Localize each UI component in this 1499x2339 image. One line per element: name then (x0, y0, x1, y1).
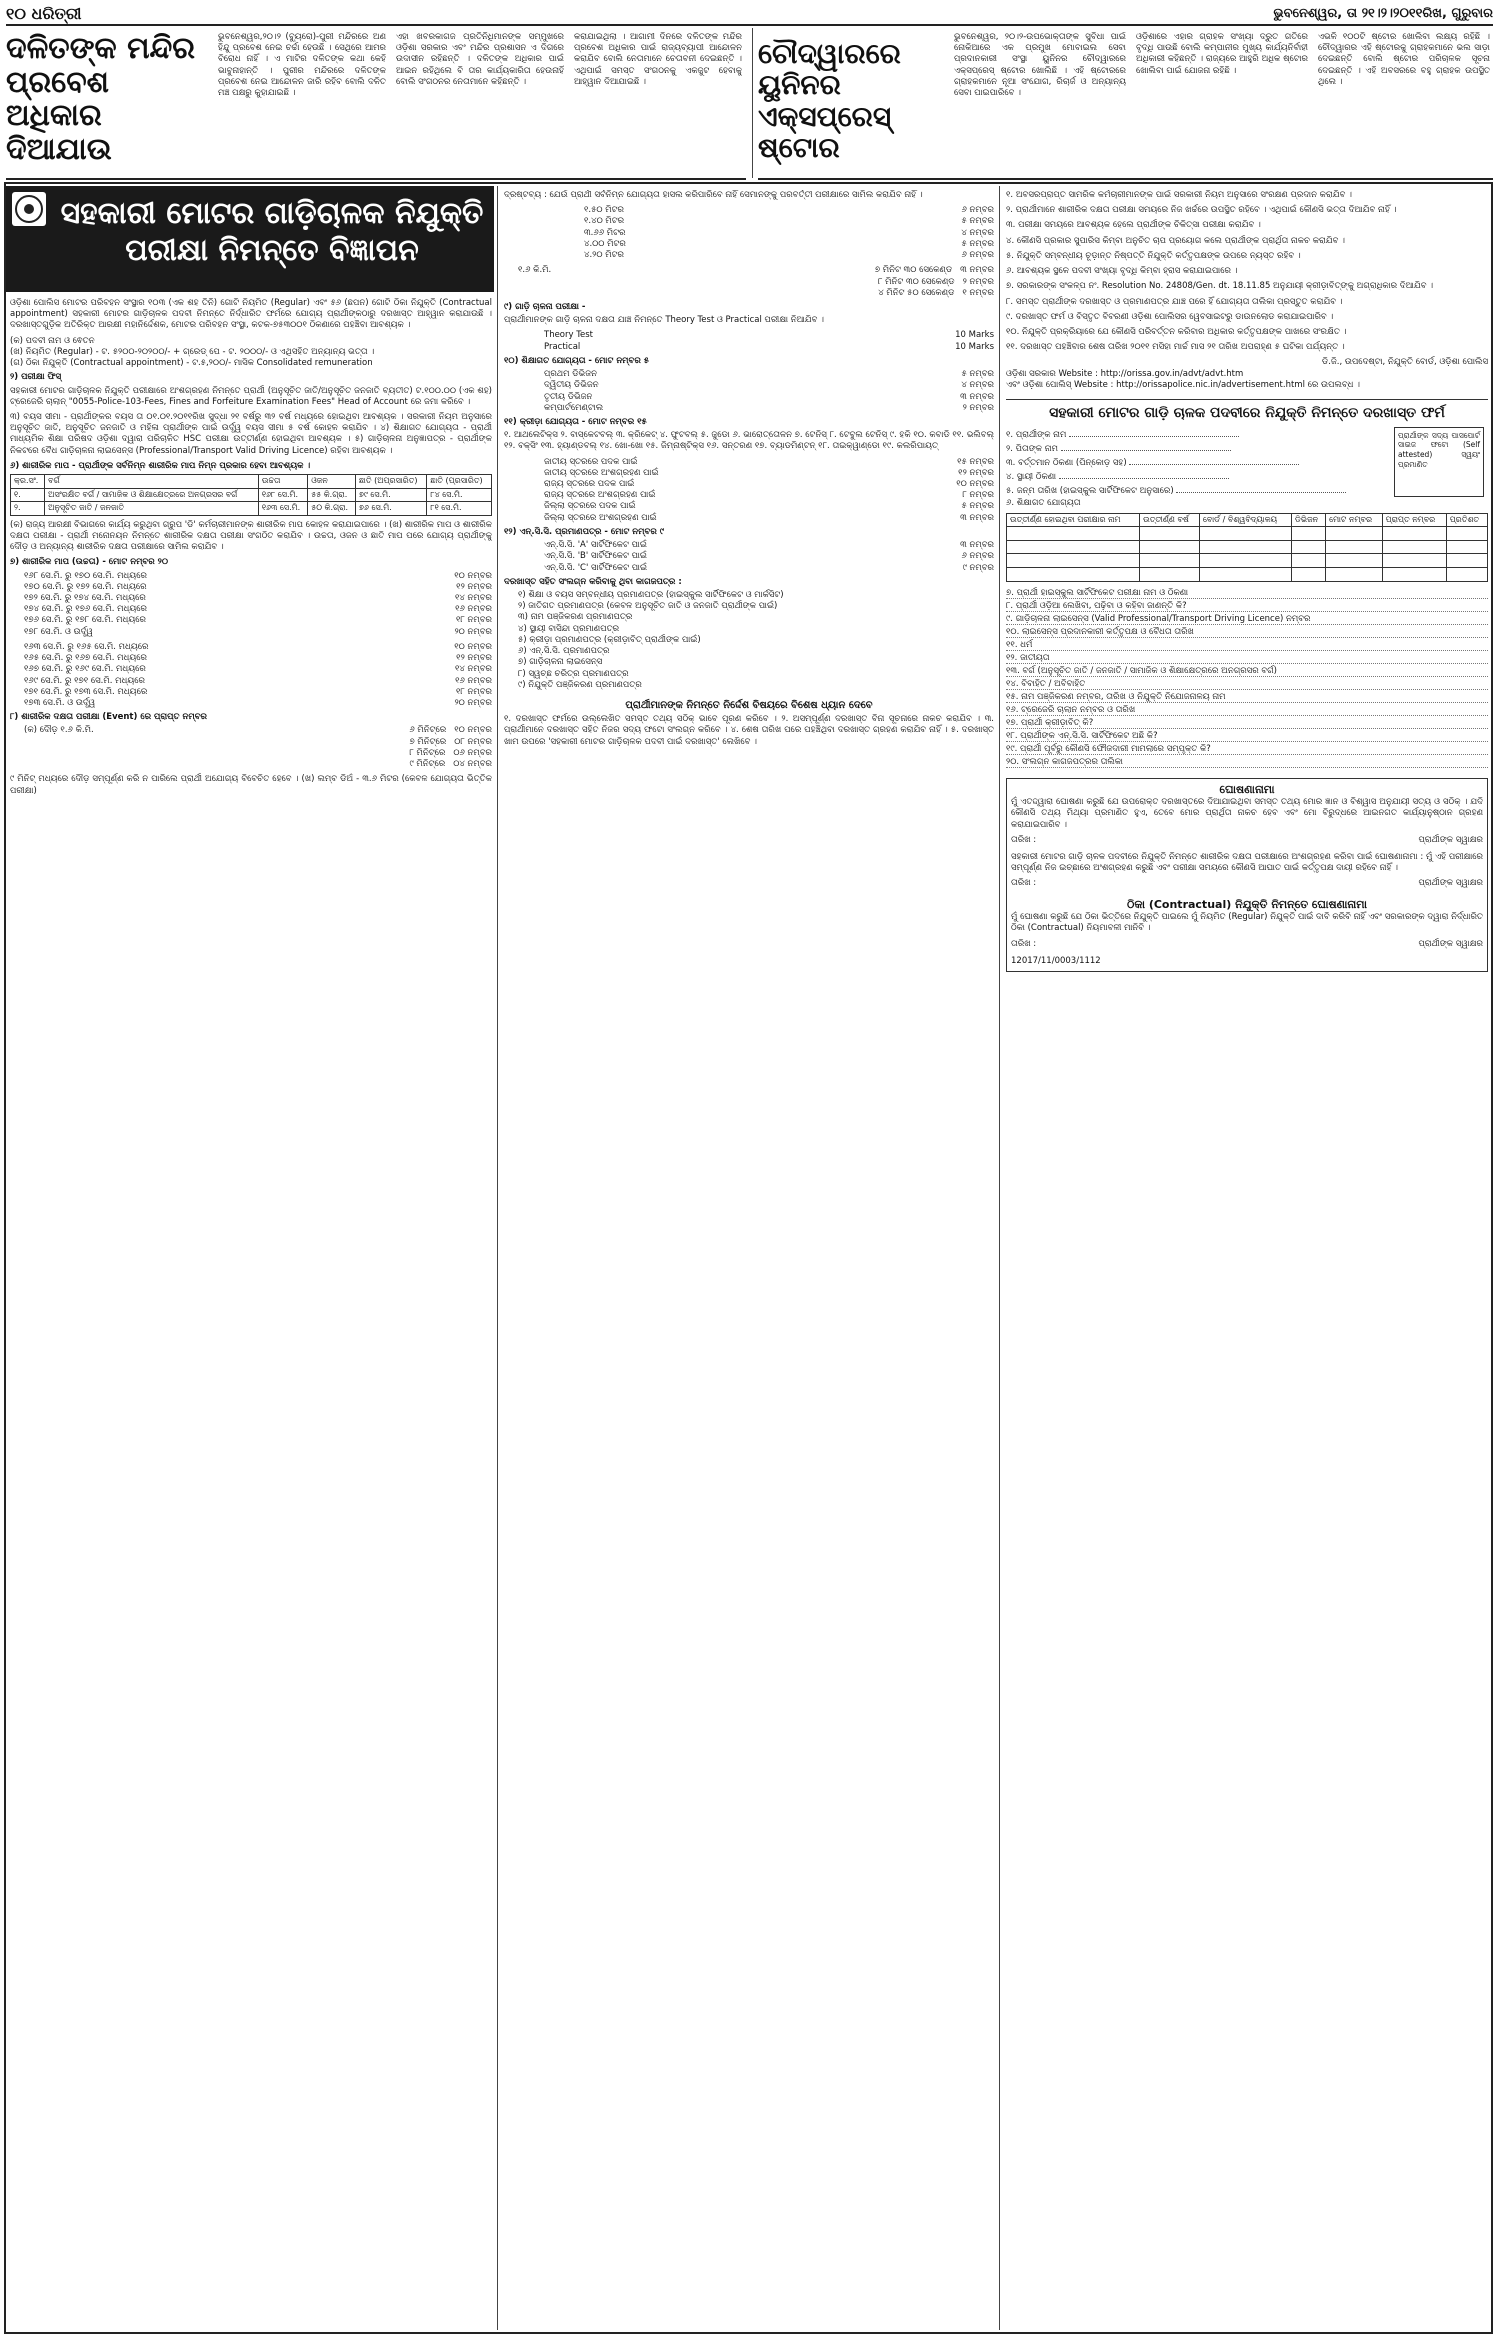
odisha-emblem-icon (12, 192, 46, 226)
list-item: ୧୦. ନିଯୁକ୍ତି ପ୍ରକ୍ରିୟାରେ ଯେ କୌଣସି ପରିବର୍ତ୍ତନ କରିବାର ଅଧିକାର କର୍ତ୍ତୃପକ୍ଷଙ୍କ ପାଖରେ ସଂରକ୍ଷିତ । (1006, 326, 1347, 337)
photo-box: ପ୍ରାର୍ଥୀଙ୍କ ସଦ୍ୟ ପାସପୋର୍ଟ ସାଇଜ ଫଟୋ (Self attested) ସ୍ୱୟଂ ପ୍ରମାଣିତ (1394, 427, 1484, 497)
footer-code: 12017/11/0003/1112 (1011, 955, 1101, 966)
application-form (1006, 427, 1488, 768)
eligibility-text: ୩) ବୟସ ସୀମା - ପ୍ରାର୍ଥୀଙ୍କର ବୟସ ତା ୦୧.୦୧.୨୦୧୧ରିଖ ସୁଦ୍ଧା ୨୧ ବର୍ଷରୁ ୩୨ ବର୍ଷ ମଧ୍ୟରେ ହୋଇଥିବା ଆବଶ୍ୟକ । ସରକାରୀ ନିୟମ ଅନୁସାରେ ଅନୁସୂଚିତ ଜାତି, ଅନୁସୂଚିତ ଜନଜାତି ଓ ମହିଳା ପ୍ରାର୍ଥୀଙ୍କ ପାଇଁ ଉର୍ଦ୍ଧ୍ୱ ବୟସ ସୀମା ୫ ବର୍ଷ କୋହଳ କରାଯିବ । ୪) ଶିକ୍ଷାଗତ ଯୋଗ୍ୟତା - ପ୍ରାର୍ଥୀ ମାଧ୍ୟମିକ ଶିକ୍ଷା ପରିଷଦ ଓଡ଼ିଶା ଦ୍ୱାରା ପରିଚାଳିତ HSC ପରୀକ୍ଷା ଉତ୍ତୀର୍ଣ୍ଣ ହୋଇଥିବା ଆବଶ୍ୟକ । ୫) ଗାଡ଼ିଚାଳନା ଅନୁଜ୍ଞାପତ୍ର - ପ୍ରାର୍ଥୀଙ୍କ ନିକଟରେ ବୈଧ ଗାଡ଼ିଚାଳନା ଲାଇସେନ୍ସ (Professional/Transport Valid Driving Licence) ରହିବା ଆବଶ୍ୟକ । (10, 411, 492, 456)
list-item: ୮) ସ୍ୱଚ୍ଛ ଚରିତ୍ର ପ୍ରମାଣପତ୍ର (518, 668, 629, 679)
list-item: ତୃତୀୟ ଡିଭିଜନ ୩ ନମ୍ବର (544, 391, 994, 402)
list-item: Practical 10 Marks (544, 341, 994, 352)
signature-row: ତାରିଖ : ପ୍ରାର୍ଥୀଙ୍କ ସ୍ୱାକ୍ଷର (1011, 834, 1483, 845)
drive-marks-list (504, 330, 994, 352)
form-title: ସହକାରୀ ମୋଟର ଗାଡ଼ି ଚାଳକ ପଦବୀରେ ନିଯୁକ୍ତି ନିମନ୍ତେ ଦରଖାସ୍ତ ଫର୍ମ (1006, 399, 1488, 422)
list-item: ୧୭୮ ସେ.ମି. ଓ ଉର୍ଦ୍ଧ୍ୱ ୨୦ ନମ୍ବର (24, 626, 492, 637)
form-field: ୧. ପ୍ରାର୍ଥୀଙ୍କ ନାମ (1006, 427, 1388, 441)
list-item: ୬) ଏନ୍.ସି.ସି. ପ୍ରମାଣପତ୍ର (518, 646, 610, 657)
form-field: ୨. ପିତାଙ୍କ ନାମ (1006, 441, 1388, 455)
notice-title-block (6, 186, 494, 292)
pay-row: (ଖ) ନିୟମିତ (Regular) - ଟ. ୫୨୦୦-୨୦୨୦୦/- + ଗ୍ରେଡ୍ ପେ - ଟ. ୨୦୦୦/- ଓ ଏଥିସହିତ ଅନ୍ୟାନ୍ୟ ଭତ୍ତା । (10, 346, 375, 357)
form-field: ୧୮. ପ୍ରାର୍ଥୀଙ୍କ ଏନ୍.ସି.ସି. ସାର୍ଟିଫିକେଟ ଅଛି କି? (1006, 731, 1488, 742)
drive-text: ପ୍ରାର୍ଥୀମାନଙ୍କ ଗାଡ଼ି ଚାଳନା ଦକ୍ଷତା ଯାଞ୍ଚ ନିମନ୍ତେ Theory Test ଓ Practical ପରୀକ୍ଷା ନିଆଯିବ । (504, 315, 824, 326)
list-item: ୪. କୌଣସି ପ୍ରକାର ସୁପାରିସ କିମ୍ବା ଅନୁଚିତ ଚାପ ପ୍ରୟୋଗ କଲେ ପ୍ରାର୍ଥୀଙ୍କ ପ୍ରାର୍ଥିତା ନାକଚ କରାଯିବ । (1006, 235, 1345, 246)
signer: ଡି.ଜି., ଉପଦେଷ୍ଟା, ନିଯୁକ୍ତି ବୋର୍ଡ, ଓଡ଼ିଶା ପୋଲିସ (1321, 357, 1488, 368)
ncc-heading: ୧୨) ଏନ୍.ସି.ସି. ପ୍ରମାଣପତ୍ର - ମୋଟ ନମ୍ବର ୯ (504, 526, 664, 537)
form-field: ୮. ପ୍ରାର୍ଥୀ ଓଡ଼ିଆ ଲେଖିବା, ପଢ଼ିବା ଓ କହିବା ଜାଣନ୍ତି କି? (1006, 601, 1488, 612)
fee-heading: ୨) ପରୀକ୍ଷା ଫିସ୍ (10, 372, 62, 383)
list-item: ୭ ମିନିଟ୍‌ରେ ୦୮ ନମ୍ବର (409, 736, 492, 747)
form-fields-2 (1006, 588, 1488, 768)
pay-row: (କ) ପଦବୀ ନାମ ଓ ଵେତନ (10, 335, 95, 346)
list-item: ୩.୬୬ ମିଟର ୪ ନମ୍ବର (584, 227, 994, 238)
list-item: ୧୬୯ ସେ.ମି. ରୁ ୧୭୧ ସେ.ମି. ମଧ୍ୟରେ ୧୬ ନମ୍ବର (24, 675, 492, 686)
list-item: ଏନ୍.ସି.ସି. 'C' ସାର୍ଟିଫିକେଟ ପାଇଁ ୯ ନମ୍ବର (544, 562, 994, 573)
form-field: ୬. ଶିକ୍ଷାଗତ ଯୋଗ୍ୟତା (1006, 497, 1081, 508)
sport-marks-list (504, 457, 994, 524)
website-link[interactable]: ଏବଂ ଓଡ଼ିଶା ପୋଲିସ୍ Website : http://orissapolice.nic.in/advertisement.html ରେ ଉପଲବ୍ଧ । (1006, 379, 1360, 390)
form-field: ୧୬. ଟ୍ରେଜେରି ଚାଲାନ ନମ୍ବର ଓ ତାରିଖ (1006, 705, 1488, 716)
form-field: ୧୫. ନାମ ପଞ୍ଜିକରଣ ନମ୍ବର, ତାରିଖ ଓ ନିଯୁକ୍ତି ନିଯୋଜନାଳୟ ନାମ (1006, 692, 1488, 703)
form-field-line[interactable] (1059, 469, 1229, 479)
list-item: ୧.୫୦ ମିଟର ୬ ନମ୍ବର (584, 205, 994, 216)
form-field-line[interactable] (1069, 427, 1239, 437)
list-item: ଜାତୀୟ ସ୍ତରରେ ଅଂଶଗ୍ରହଣ ପାଇଁ ୧୨ ନମ୍ବର (544, 467, 994, 478)
walk-marks-list (504, 265, 994, 299)
table-row (1007, 568, 1488, 582)
form-field: ୯. ଗାଡ଼ିଚାଳନା ଲାଇସେନ୍ସ (Valid Professional/Transport Driving Licence) ନମ୍ବର (1006, 614, 1488, 625)
signature-row: ତାରିଖ : ପ୍ରାର୍ଥୀଙ୍କ ସ୍ୱାକ୍ଷର (1011, 938, 1483, 949)
list-item: ପ୍ରଥମ ଡିଭିଜନ ୫ ନମ୍ବର (544, 369, 994, 380)
news-column: ଓଡ଼ିଶାରେ ଏହାର ଗ୍ରାହକ ସଂଖ୍ୟା ଦ୍ରୁତ ଗତିରେ ବୃଦ୍ଧି ପାଉଛି ବୋଲି କମ୍ପାନୀର ମୁଖ୍ୟ କାର୍ଯ୍ୟନିର୍ବାହୀ ଅଧିକାରୀ କହିଛନ୍ତି । ରାଜ୍ୟରେ ଆହୁରି ଅଧିକ ଷ୍ଟୋର ଖୋଲିବା ପାଇଁ ଯୋଜନା ରହିଛି । (1136, 32, 1308, 76)
list-item: ଏନ୍.ସି.ସି. 'B' ସାର୍ଟିଫିକେଟ ପାଇଁ ୬ ନମ୍ବର (544, 551, 994, 562)
declaration-box (1006, 778, 1488, 972)
list-item: ୪) ସ୍ଥାୟୀ ବାସିନ୍ଦା ପ୍ରମାଣପତ୍ର (518, 623, 620, 634)
list-item: ୪ ମିନିଟ ୫୦ ସେକେଣ୍ଡ ୧ ନମ୍ବର (878, 287, 994, 298)
list-item: ୯. ଦରଖାସ୍ତ ଫର୍ମ ଓ ବିସ୍ତୃତ ବିବରଣୀ ଓଡ଼ିଶା ପୋଲିସର ୱେବସାଇଟରୁ ଡାଉନଲୋଡ କରାଯାଇପାରିବ । (1006, 311, 1334, 322)
list-item: ୯) ନିଯୁକ୍ତି ପଞ୍ଜିକରଣ ପ୍ରମାଣପତ୍ର (518, 679, 642, 690)
form-field: ୧୪. ବିବାହିତ / ଅବିବାହିତ (1006, 679, 1488, 690)
ncc-marks-list (504, 540, 994, 574)
website-link[interactable]: ଓଡ଼ିଶା ସରକାର Website : http://orissa.gov.in/advt/advt.htm (1006, 368, 1244, 379)
notice-column-2 (504, 190, 994, 2328)
form-field: ୧୭. ପ୍ରାର୍ଥୀ କ୍ରୀଡ଼ାବିତ୍ କି? (1006, 718, 1488, 729)
list-item: ୧. ଅବସରପ୍ରାପ୍ତ ସାମରିକ କର୍ମଚାରୀମାନଙ୍କ ପାଇଁ ସରକାରୀ ନିୟମ ଅନୁସାରେ ସଂରକ୍ଷଣ ପ୍ରଦାନ କରାଯିବ । (1006, 190, 1352, 200)
list-item: ୧୭୩ ସେ.ମି. ଓ ଉର୍ଦ୍ଧ୍ୱ ୨୦ ନମ୍ବର (24, 697, 492, 708)
column-divider (752, 28, 753, 178)
list-item: ୧୭୪ ସେ.ମି. ରୁ ୧୭୬ ସେ.ମି. ମଧ୍ୟରେ ୧୬ ନମ୍ବର (24, 604, 492, 615)
list-item: ୪.୦୦ ମିଟର ୫ ନମ୍ବର (584, 238, 994, 249)
news-story-store (758, 28, 1493, 180)
physical-standards-table: କ୍ର.ସଂ. ବର୍ଗ ଉଚ୍ଚତା ଓଜନ ଛାତି (ଅପ୍ରସାରିତ) ଛାତି (ପ୍ରସାରିତ) ୧. ଅସଂରକ୍ଷିତ ବର୍ଗ / ସାମାଜିକ ଓ ଶିକ୍ଷାକ୍ଷେତ୍ରରେ ଅନଗ୍ରସର ବର୍ଗ ୧୬୮ ସେ.ମି. ୫୫ କି.ଗ୍ରା. ୭୯ ସେ.ମି. ୮୪ ସେ.ମି. ୨. ଅନୁସୂଚିତ ଜାତି / ଜନଜାତି ୧୬୩ ସେ.ମି. ୫୦ କି.ଗ୍ରା. ୭୬ ସେ.ମି. ୮୧ ସେ.ମି. (10, 474, 492, 516)
jump-marks-list (504, 205, 994, 261)
form-field: ୭. ପ୍ରାର୍ଥୀ ହାଇସ୍କୁଲ ସାର୍ଟିଫିକେଟ ପରୀକ୍ଷା ନାମ ଓ ଠିକଣା (1006, 588, 1488, 599)
sports-heading: ୧୧) କ୍ରୀଡ଼ା ଯୋଗ୍ୟତା - ମୋଟ ନମ୍ବର ୧୫ (504, 416, 647, 427)
form-field: ୧୦. ଲାଇସେନ୍ସ ପ୍ରଦାନକାରୀ କର୍ତ୍ତୃପକ୍ଷ ଓ ବୈଧତା ତାରିଖ (1006, 627, 1488, 638)
contract-declaration-text: ମୁଁ ଘୋଷଣା କରୁଛି ଯେ ଠିକା ଭିତ୍ତିରେ ନିଯୁକ୍ତି ପାଇଲେ ମୁଁ ନିୟମିତ (Regular) ନିଯୁକ୍ତି ପାଇଁ ଦାବି କରିବି ନାହିଁ ଏବଂ ସରକାରଙ୍କ ଦ୍ୱାରା ନିର୍ଦ୍ଧାରିତ ଠିକା (Contractual) ନିୟମାବଳୀ ମାନିବି । (1011, 912, 1483, 934)
list-item: ଦ୍ୱିତୀୟ ଡିଭିଜନ ୪ ନମ୍ବର (544, 380, 994, 391)
list-item: ୧୭୧ ସେ.ମି. ରୁ ୧୭୩ ସେ.ମି. ମଧ୍ୟରେ ୧୮ ନମ୍ବର (24, 686, 492, 697)
edu-heading: ୧୦) ଶିକ୍ଷାଗତ ଯୋଗ୍ୟତା - ମୋଟ ନମ୍ବର ୫ (504, 355, 650, 366)
list-item: ୧.୬ କି.ମି. ୭ ମିନିଟ ୩୦ ସେକେଣ୍ଡ ୩ ନମ୍ବର (518, 265, 994, 276)
marks-heading: ୭) ଶାରୀରିକ ମାପ (ଉଚ୍ଚତା) - ମୋଟ ନମ୍ବର ୨୦ (10, 557, 169, 568)
list-item: ୭. ସରକାରଙ୍କ ସଂକଳ୍ପ ନଂ. Resolution No. 24808/Gen. dt. 18.11.85 ଅନୁଯାୟୀ କ୍ରୀଡ଼ାବିତ୍‌ଙ୍କୁ ଅଗ୍ରାଧିକାର ଦିଆଯିବ । (1006, 281, 1434, 292)
page-header (6, 2, 1493, 26)
list-item: ରାଜ୍ୟ ସ୍ତରରେ ପଦକ ପାଇଁ ୧୦ ନମ୍ବର (544, 479, 994, 490)
list-item: ୩. ପରୀକ୍ଷା ସମୟରେ ଆବଶ୍ୟକ ହେଲେ ପ୍ରାର୍ଥୀଙ୍କ ଚିକିତ୍ସା ପରୀକ୍ଷା କରାଯିବ । (1006, 220, 1261, 231)
list-item: ୧୬୭ ସେ.ମି. ରୁ ୧୬୯ ସେ.ମି. ମଧ୍ୟରେ ୧୪ ନମ୍ବର (24, 664, 492, 675)
list-item: ୧୬୫ ସେ.ମି. ରୁ ୧୬୭ ସେ.ମି. ମଧ୍ୟରେ ୧୨ ନମ୍ବର (24, 653, 492, 664)
pay-row: (ଗ) ଠିକା ନିଯୁକ୍ତି (Contractual appointment) - ଟ.୫,୨୦୦/- ମାସିକ Consolidated remuneration (10, 358, 373, 369)
run-marks-list (10, 725, 492, 770)
news-column: ଏହା ଖବରକାଗଜ ପ୍ରତିନିଧିମାନଙ୍କ ସମ୍ମୁଖରେ ଓଡ଼ିଶା ସରକାର ଏବଂ ମନ୍ଦିର ପ୍ରଶାସନ ଏ ଦିଗରେ ଉଦାସୀନ ରହିଛନ୍ତି । ଦଳିତଙ୍କ ଅଧିକାର ପାଇଁ ଆଇନ ରହିଥିଲେ ବି ତାର କାର୍ଯ୍ୟକାରିତା ହେଉନାହିଁ ବୋଲି ସଂଗଠନର ନେତାମାନେ କହିଛନ୍ତି । (396, 32, 564, 87)
list-item: ୪.୨୦ ମିଟର ୬ ନମ୍ବର (584, 250, 994, 261)
list-item: Theory Test 10 Marks (544, 330, 994, 341)
list-item: ୩) ନାମ ପଞ୍ଜିକରଣ ପ୍ରମାଣପତ୍ର (518, 612, 633, 623)
list-item: ଜାତୀୟ ସ୍ତରରେ ପଦକ ପାଇଁ ୧୫ ନମ୍ବର (544, 456, 994, 467)
list-item: ଏନ୍.ସି.ସି. 'A' ସାର୍ଟିଫିକେଟ ପାଇଁ ୩ ନମ୍ବର (544, 540, 994, 551)
list-item: ୮. ସମସ୍ତ ପ୍ରାର୍ଥୀଙ୍କ ଦରଖାସ୍ତ ଓ ପ୍ରମାଣପତ୍ର ଯାଞ୍ଚ ପରେ ହିଁ ଯୋଗ୍ୟତା ତାଲିକା ପ୍ରସ୍ତୁତ କରାଯିବ । (1006, 296, 1343, 307)
notice-title: ସହକାରୀ ମୋଟର ଗାଡ଼ିଚାଳକ ନିଯୁକ୍ତି ପରୀକ୍ଷା ନିମନ୍ତେ ବିଜ୍ଞାପନ (60, 196, 484, 268)
declaration-text: ମୁଁ ଏତଦ୍ଦ୍ୱାରା ଘୋଷଣା କରୁଛି ଯେ ଉପରୋକ୍ତ ଦରଖାସ୍ତରେ ଦିଆଯାଇଥିବା ସମସ୍ତ ତଥ୍ୟ ମୋର ଜ୍ଞାନ ଓ ବିଶ୍ୱାସ ଅନୁଯାୟୀ ସତ୍ୟ ଓ ସଠିକ୍ । ଯଦି କୌଣସି ତଥ୍ୟ ମିଥ୍ୟା ପ୍ରମାଣିତ ହୁଏ, ତେବେ ମୋର ପ୍ରାର୍ଥିତା ନାକଚ ହେବ ଏବଂ ମୋ ବିରୁଦ୍ଧରେ ଆଇନଗତ କାର୍ଯ୍ୟାନୁଷ୍ଠାନ ଗ୍ରହଣ କରାଯାଇପାରିବ । (1011, 797, 1483, 830)
page-label: ୧୦ ଧରିତ୍ରୀ (6, 4, 82, 23)
list-item: ୯ ମିନିଟ୍‌ରେ ୦୪ ନମ୍ବର (409, 759, 492, 770)
table-row (1007, 554, 1488, 568)
declaration-2-text: ସହକାରୀ ମୋଟର ଗାଡ଼ି ଚାଳକ ପଦବୀରେ ନିଯୁକ୍ତି ନିମନ୍ତେ ଶାରୀରିକ ଦକ୍ଷତା ପରୀକ୍ଷାରେ ଅଂଶଗ୍ରହଣ କରିବା ପାଇଁ ଘୋଷଣାନାମା : ମୁଁ ଏହି ପରୀକ୍ଷାରେ ସମ୍ପୂର୍ଣ୍ଣ ନିଜ ଇଚ୍ଛାରେ ଅଂଶଗ୍ରହଣ କରୁଛି ଏବଂ ପରୀକ୍ଷା ସମୟରେ କୌଣସି ଆଘାତ ପାଇଁ କର୍ତ୍ତୃପକ୍ଷ ଦାୟୀ ରହିବେ ନାହିଁ । (1011, 851, 1483, 874)
table-row (1007, 527, 1488, 541)
sports-list: ୧. ଆଥଲେଟିକ୍ସ ୨. ବାସ୍କେଟବଲ୍ ୩. କ୍ରିକେଟ୍ ୪. ଫୁଟବଲ୍ ୫. ଜୁଡୋ ୬. ଭାରୋତ୍ତୋଳନ ୭. ଟେନିସ୍ ୮. ଟେବୁଲ ଟେନିସ୍ ୯. ହକି ୧୦. କବାଡି ୧୧. ଭଲିବଲ୍ ୧୨. ବକ୍ସିଂ ୧୩. ହ୍ୟାଣ୍ଡବଲ୍ ୧୪. ଖୋ-ଖୋ ୧୫. ଜିମ୍ନାଷ୍ଟିକ୍ସ ୧୬. ସନ୍ତରଣ ୧୭. ବ୍ୟାଡମିଣ୍ଟନ୍ ୧୮. ତାଇକ୍ୱାଣ୍ଡୋ ୧୯. କଲରିପାୟତ୍ (504, 430, 994, 452)
form-field: ୧୨. ଜାତୀୟତା (1006, 653, 1488, 664)
column-divider (497, 186, 498, 2330)
form-field: ୫. ଜନ୍ମ ତାରିଖ (ହାଇସ୍କୁଲ ସାର୍ଟିଫିକେଟ ଅନୁସାରେ) (1006, 483, 1388, 497)
list-item: ୨. ପ୍ରାର୍ଥୀମାନେ ଶାରୀରିକ ଦକ୍ଷତା ପରୀକ୍ଷା ସମୟରେ ନିଜ ଖର୍ଚ୍ଚରେ ଉପସ୍ଥିତ ରହିବେ । ଏଥିପାଇଁ କୌଣସି ଭତ୍ତା ଦିଆଯିବ ନାହିଁ । (1006, 205, 1397, 216)
list-item: ଜିଲ୍ଲା ସ୍ତରରେ ପଦକ ପାଇଁ ୫ ନମ୍ବର (544, 501, 994, 512)
news-column: ଭୁବନେଶ୍ୱର, ୨୦।୨-ଉପଭୋକ୍ତାଙ୍କ ସୁବିଧା ପାଇଁ ନୋକିଆରେ ଏକ ପ୍ରମୁଖ ମୋବାଇଲ ସେବା ପ୍ରଦାନକାରୀ ସଂସ୍ଥା ୟୁନିନର ଚୌଦ୍ୱାରରେ ଏକ୍ସପ୍ରେସ୍ ଷ୍ଟୋର ଖୋଲିଛି । ଏହି ଷ୍ଟୋରରେ ଗ୍ରାହକମାନେ ନୂଆ ସଂଯୋଗ, ରିଚାର୍ଜ ଓ ଅନ୍ୟାନ୍ୟ ସେବା ପାଇପାରିବେ । (954, 32, 1126, 99)
table-row (1007, 540, 1488, 554)
form-field: ୧୧. ଧର୍ମ (1006, 640, 1488, 651)
news-column: କରାଯାଇଥିଲା । ଆଗାମୀ ଦିନରେ ଦଳିତଙ୍କ ମନ୍ଦିର ପ୍ରବେଶ ଅଧିକାର ପାଇଁ ରାଜ୍ୟବ୍ୟାପୀ ଆନ୍ଦୋଳନ କରାଯିବ ବୋଲି ନେତାମାନେ ଚେତାବନୀ ଦେଇଛନ୍ତି । ଏଥିପାଇଁ ସମସ୍ତ ସଂଗଠନକୁ ଏକଜୁଟ ହେବାକୁ ଆହ୍ୱାନ ଦିଆଯାଇଛି । (574, 32, 742, 87)
height-marks-list (10, 571, 492, 638)
list-item: ୮ ମିନିଟ୍‌ରେ ୦୬ ନମ୍ବର (409, 747, 492, 758)
physical-heading: ୬) ଶାରୀରିକ ମାପ - ପ୍ରାର୍ଥୀଙ୍କ ସର୍ବନିମ୍ନ ଶାରୀରିକ ମାପ ନିମ୍ନ ପ୍ରକାର ହେବା ଆବଶ୍ୟକ । (10, 460, 311, 471)
form-field-line[interactable] (1061, 441, 1231, 451)
news-column: ଏଭଳି ୧୦୦ଟି ଷ୍ଟୋର ଖୋଲିବା ଲକ୍ଷ୍ୟ ରହିଛି । ଚୌଦ୍ୱାରର ଏହି ଷ୍ଟୋରକୁ ଗ୍ରାହକମାନେ ଭଲ ସାଡ଼ା ଦେଇଛନ୍ତି ବୋଲି ଷ୍ଟୋର ପରିଚାଳକ ସୂଚନା ଦେଇଛନ୍ତି । ଏହି ଅବସରରେ ବହୁ ଗ୍ରାହକ ଉପସ୍ଥିତ ଥିଲେ । (1318, 32, 1490, 87)
list-item: ୨) ଜାତିଗତ ପ୍ରମାଣପତ୍ର (କେବଳ ଅନୁସୂଚିତ ଜାତି ଓ ଜନଜାତି ପ୍ରାର୍ଥୀଙ୍କ ପାଇଁ) (518, 601, 778, 612)
docs-heading: ଦରଖାସ୍ତ ସହିତ ସଂଲଗ୍ନ କରିବାକୁ ଥିବା କାଗଜପତ୍ର : (504, 576, 682, 587)
special-heading: ପ୍ରାର୍ଥୀମାନଙ୍କ ନିମନ୍ତେ ନିର୍ଦ୍ଦେଶ ବିଷୟରେ ବିଶେଷ ଧ୍ୟାନ ଦେବେ (625, 699, 873, 711)
list-item: ୧) ଶିକ୍ଷା ଓ ବୟସ ସମ୍ବନ୍ଧୀୟ ପ୍ରମାଣପତ୍ର (ହାଇସ୍କୁଲ ସାର୍ଟିଫିକେଟ ଓ ମାର୍କସିଟ) (518, 590, 784, 600)
list-item: ରାଜ୍ୟ ସ୍ତରରେ ଅଂଶଗ୍ରହଣ ପାଇଁ ୮ ନମ୍ବର (544, 490, 994, 501)
notice-column-1 (10, 298, 492, 2328)
table-row: ୨. ଅନୁସୂଚିତ ଜାତି / ଜନଜାତି ୧୬୩ ସେ.ମି. ୫୦ କି.ଗ୍ରା. ୭୬ ସେ.ମି. ୮୧ ସେ.ମି. (11, 502, 492, 516)
list-item: (କ) ଦୌଡ଼ ୧.୬ କି.ମି. ୬ ମିନିଟ୍‌ରେ ୧୦ ନମ୍ବର (24, 725, 492, 736)
list-item: ୧୭୦ ସେ.ମି. ରୁ ୧୭୨ ସେ.ମି. ମଧ୍ୟରେ ୧୨ ନମ୍ବର (24, 581, 492, 592)
list-item: ୧.୪୦ ମିଟର ୫ ନମ୍ବର (584, 216, 994, 227)
drive-heading: ୯) ଗାଡ଼ି ଚାଳନା ପରୀକ୍ଷା - (504, 301, 586, 312)
form-field: ୩. ବର୍ତ୍ତମାନ ଠିକଣା (ପିନ୍‌କୋଡ଼ ସହ) (1006, 455, 1388, 469)
list-item: ୭) ଗାଡ଼ିଚାଳନା ଲାଇସେନ୍ସ (518, 657, 603, 668)
fee-text: ସହକାରୀ ମୋଟର ଗାଡ଼ିଚାଳକ ନିଯୁକ୍ତି ପରୀକ୍ଷାରେ ଅଂଶଗ୍ରହଣ ନିମନ୍ତେ ପ୍ରାର୍ଥୀ (ଅନୁସୂଚିତ ଜାତି/ଅନୁସୂଚିତ ଜନଜାତି ବ୍ୟତୀତ) ଟ.୧୦୦.୦୦ (ଏକ ଶହ) ଟ୍ରେଜେରି ଚାଲାନ୍ "0055-Police-103-Fees, Fines and Forfeiture Examination Fees" Head of Account ରେ ଜମା କରିବେ । (10, 385, 492, 407)
table-row: ୧. ଅସଂରକ୍ଷିତ ବର୍ଗ / ସାମାଜିକ ଓ ଶିକ୍ଷାକ୍ଷେତ୍ରରେ ଅନଗ୍ରସର ବର୍ଗ ୧୬୮ ସେ.ମି. ୫୫ କି.ଗ୍ରା. ୭୯ ସେ.ମି. ୮୪ ସେ.ମି. (11, 488, 492, 502)
col1-tail: ୯ ମିନିଟ୍ ମଧ୍ୟରେ ଦୌଡ଼ ସମ୍ପୂର୍ଣ୍ଣ କରି ନ ପାରିଲେ ପ୍ରାର୍ଥୀ ଅଯୋଗ୍ୟ ବିବେଚିତ ହେବେ । (ଖ) ଲମ୍ବ ଡିଅଁ - ୩.୬ ମିଟର (କେବଳ ଯୋଗ୍ୟତା ଭିତ୍ତିକ ପରୀକ୍ଷା) (10, 774, 492, 796)
news-column: ଭୁବନେଶ୍ୱର,୨୦।୨ (ବ୍ୟୁରୋ)-ପୁରୀ ମନ୍ଦିରରେ ଅଣ ହିନ୍ଦୁ ପ୍ରବେଶ ନେଇ ଚର୍ଚ୍ଚା ହେଉଛି । ସେଥିରେ ଆମର ବିରୋଧ ନାହିଁ । ଏ ମାଟିର ଦଳିତଙ୍କ କଥା କେହି ଭାବୁନାହାନ୍ତି । ପୁରୀର ମନ୍ଦିରରେ ଦଳିତଙ୍କ ପ୍ରବେଶ ନେଇ ଆନ୍ଦୋଳନ ଜାରି ରହିବ ବୋଲି ଦଳିତ ମଞ୍ଚ ପକ୍ଷରୁ କୁହାଯାଇଛି । (218, 32, 386, 99)
mid-intro: ଦ୍ରଷ୍ଟବ୍ୟ : ଯେଉଁ ପ୍ରାର୍ଥୀ ସର୍ବନିମ୍ନ ଯୋଗ୍ୟତା ହାସଲ କରିପାରିବେ ନାହିଁ ସେମାନଙ୍କୁ ପରବର୍ତ୍ତୀ ପରୀକ୍ଷାରେ ସାମିଲ କରାଯିବ ନାହିଁ । (504, 190, 923, 200)
form-field: ୪. ସ୍ଥାୟୀ ଠିକଣା (1006, 469, 1388, 483)
list-item: ୧୭୨ ସେ.ମି. ରୁ ୧୭୪ ସେ.ମି. ମଧ୍ୟରେ ୧୪ ନମ୍ବର (24, 593, 492, 604)
edu-marks-list (504, 369, 994, 414)
list-item: ୫) କ୍ରୀଡ଼ା ପ୍ରମାଣପତ୍ର (କ୍ରୀଡ଼ାବିତ୍ ପ୍ରାର୍ଥୀଙ୍କ ପାଇଁ) (518, 634, 701, 645)
news-story-temple (6, 28, 746, 180)
rules-list (1006, 190, 1488, 353)
notice-column-3 (1006, 190, 1488, 2328)
run-heading: ୮) ଶାରୀରିକ ଦକ୍ଷତା ପରୀକ୍ଷା (Event) ରେ ପ୍ରାପ୍ତ ନମ୍ବର (10, 712, 207, 723)
notice-intro: ଓଡ଼ିଶା ପୋଲିସ ମୋଟର ପରିବହନ ସଂସ୍ଥାର ୧୦୩ (ଏକ ଶହ ତିନି) ଗୋଟି ନିୟମିତ (Regular) ଏବଂ ୫୬ (ଛପନ) ଗୋଟି ଠିକା ନିଯୁକ୍ତି (Contractual appointment) ସହକାରୀ ମୋଟର ଗାଡ଼ିଚାଳକ ପଦବୀ ନିମନ୍ତେ ନିର୍ଦ୍ଧାରିତ ଫର୍ମରେ ଯୋଗ୍ୟ ପ୍ରାର୍ଥୀଙ୍କଠାରୁ ଦରଖାସ୍ତ ଆହ୍ୱାନ କରାଯାଉଛି । ଦରଖାସ୍ତଗୁଡ଼ିକ ଅତିରିକ୍ତ ଆରକ୍ଷୀ ମହାନିର୍ଦ୍ଦେଶକ, ମୋଟର ପରିବହନ ସଂସ୍ଥା, କଟକ-୭୫୩୦୦୧ ଠିକଣାରେ ପହଞ୍ଚିବା ଆବଶ୍ୟକ । (10, 298, 492, 331)
news-headline: ଦଳିତଙ୍କ ମନ୍ଦିର ପ୍ରବେଶ ଅଧିକାର ଦିଆଯାଉ (6, 31, 195, 167)
list-item: ୧୭୬ ସେ.ମି. ରୁ ୧୭୮ ସେ.ମି. ମଧ୍ୟରେ ୧୮ ନମ୍ବର (24, 615, 492, 626)
docs-list (504, 590, 994, 691)
news-headline: ଚୌଦ୍ୱାରରେ ୟୁନିନର ଏକ୍ସପ୍ରେସ୍ ଷ୍ଟୋର (758, 37, 901, 165)
form-field-line[interactable] (1129, 455, 1299, 465)
list-item: ଜିଲ୍ଲା ସ୍ତରରେ ଅଂଶଗ୍ରହଣ ପାଇଁ ୩ ନମ୍ବର (544, 512, 994, 523)
special-text: ୧. ଦରଖାସ୍ତ ଫର୍ମରେ ଉଲ୍ଲେଖିତ ସମସ୍ତ ତଥ୍ୟ ସଠିକ୍ ଭାବେ ପୂରଣ କରିବେ । ୨. ଅସମ୍ପୂର୍ଣ୍ଣ ଦରଖାସ୍ତ ବିନା ସୂଚନାରେ ନାକଚ କରାଯିବ । ୩. ପ୍ରାର୍ଥୀମାନେ ଦରଖାସ୍ତ ସହିତ ନିଜର ସଦ୍ୟ ଫଟୋ ସଂଲଗ୍ନ କରିବେ । ୪. ଶେଷ ତାରିଖ ପରେ ପହଞ୍ଚିଥିବା ଦରଖାସ୍ତ ଗ୍ରହଣ କରାଯିବ ନାହିଁ । ୫. ଦରଖାସ୍ତ ଖାମ ଉପରେ 'ସହକାରୀ ମୋଟର ଗାଡ଼ିଚାଳକ ପଦବୀ ପାଇଁ ଦରଖାସ୍ତ' ଲେଖିବେ । (504, 714, 994, 747)
list-item: ୧୧. ଦରଖାସ୍ତ ପହଞ୍ଚିବାର ଶେଷ ତାରିଖ ୨୦୧୧ ମସିହା ମାର୍ଚ୍ଚ ମାସ ୨୧ ତାରିଖ ଅପରାହ୍ଣ ୫ ଘଟିକା ପର୍ଯ୍ୟନ୍ତ । (1006, 342, 1345, 353)
declaration-title: ଘୋଷଣାନାମା (1219, 782, 1275, 796)
date-line: ଭୁବନେଶ୍ୱର, ତା ୨୧।୨।୨୦୧୧ରିଖ, ଗୁରୁବାର (1273, 6, 1493, 21)
height-marks-sc-list (10, 642, 492, 709)
list-item: ୮ ମିନିଟ ୩୦ ସେକେଣ୍ଡ ୨ ନମ୍ବର (878, 276, 994, 287)
education-table: ଉତ୍ତୀର୍ଣ୍ଣ ହୋଇଥିବା ପରୀକ୍ଷାର ନାମ ଉତ୍ତୀର୍ଣ୍ଣ ବର୍ଷ ବୋର୍ଡ / ବିଶ୍ୱବିଦ୍ୟାଳୟ ଡିଭିଜନ ମୋଟ ନମ୍ବର ପ୍ରାପ୍ତ ନମ୍ବର ପ୍ରତିଶତ (1006, 513, 1488, 582)
column-divider (999, 186, 1000, 2330)
contract-declaration-title: ଠିକା (Contractual) ନିଯୁକ୍ତି ନିମନ୍ତେ ଘୋଷଣାନାମା (1127, 897, 1367, 911)
list-item: ୧୬୮ ସେ.ମି. ରୁ ୧୭୦ ସେ.ମି. ମଧ୍ୟରେ ୧୦ ନମ୍ବର (24, 570, 492, 581)
list-item: ୧୬୩ ସେ.ମି. ରୁ ୧୬୫ ସେ.ମି. ମଧ୍ୟରେ ୧୦ ନମ୍ବର (24, 641, 492, 652)
list-item: ୬. ଆବଶ୍ୟକ ସ୍ଥଳେ ପଦବୀ ସଂଖ୍ୟା ବୃଦ୍ଧି କିମ୍ବା ହ୍ରାସ କରାଯାଇପାରେ । (1006, 266, 1238, 277)
form-field-line[interactable] (1176, 483, 1346, 493)
form-field: ୧୯. ପ୍ରାର୍ଥୀ ପୂର୍ବରୁ କୌଣସି ଫୌଜଦାରୀ ମାମଲାରେ ସମ୍ପୃକ୍ତ କି? (1006, 744, 1488, 755)
list-item: ୫. ନିଯୁକ୍ତି ସମ୍ବନ୍ଧୀୟ ଚୂଡ଼ାନ୍ତ ନିଷ୍ପତ୍ତି ନିଯୁକ୍ତି କର୍ତ୍ତୃପକ୍ଷଙ୍କ ଉପରେ ନ୍ୟସ୍ତ ରହିବ । (1006, 250, 1301, 261)
form-field: ୨୦. ସଂଲଗ୍ନ କାଗଜପତ୍ରର ତାଲିକା (1006, 757, 1488, 768)
list-item: କମ୍ପାର୍ଟମେଣ୍ଟାଲ ୨ ନମ୍ବର (544, 402, 994, 413)
body-text: (କ) ରାଜ୍ୟ ଆରକ୍ଷୀ ବିଭାଗରେ କାର୍ଯ୍ୟ କରୁଥିବା ଗ୍ରୁପ 'ଡି' କର୍ମଚାରୀମାନଙ୍କ ଶାରୀରିକ ମାପ କୋହଳ କରାଯାଇପାରେ । (ଖ) ଶାରୀରିକ ମାପ ଓ ଶାରୀରିକ ଦକ୍ଷତା ପରୀକ୍ଷା - ପ୍ରାର୍ଥୀ ମନୋନୟନ ନିମନ୍ତେ ଶାରୀରିକ ଦକ୍ଷତା ପରୀକ୍ଷା ସଂଗଠିତ କରାଯିବ । ଉଚ୍ଚତା, ଓଜନ ଓ ଛାତି ମାପ ପରେ ଯୋଗ୍ୟ ପ୍ରାର୍ଥୀଙ୍କୁ ଦୌଡ଼ ଓ ଅନ୍ୟାନ୍ୟ ଶାରୀରିକ ଦକ୍ଷତା ପରୀକ୍ଷାରେ ସାମିଲ କରାଯିବ । (10, 519, 492, 553)
form-field: ୧୩. ବର୍ଗ (ଅନୁସୂଚିତ ଜାତି / ଜନଜାତି / ସାମାଜିକ ଓ ଶିକ୍ଷାକ୍ଷେତ୍ରରେ ଅନଗ୍ରସର ବର୍ଗ) (1006, 666, 1488, 677)
signature-row: ତାରିଖ : ପ୍ରାର୍ଥୀଙ୍କ ସ୍ୱାକ୍ଷର (1011, 878, 1483, 889)
